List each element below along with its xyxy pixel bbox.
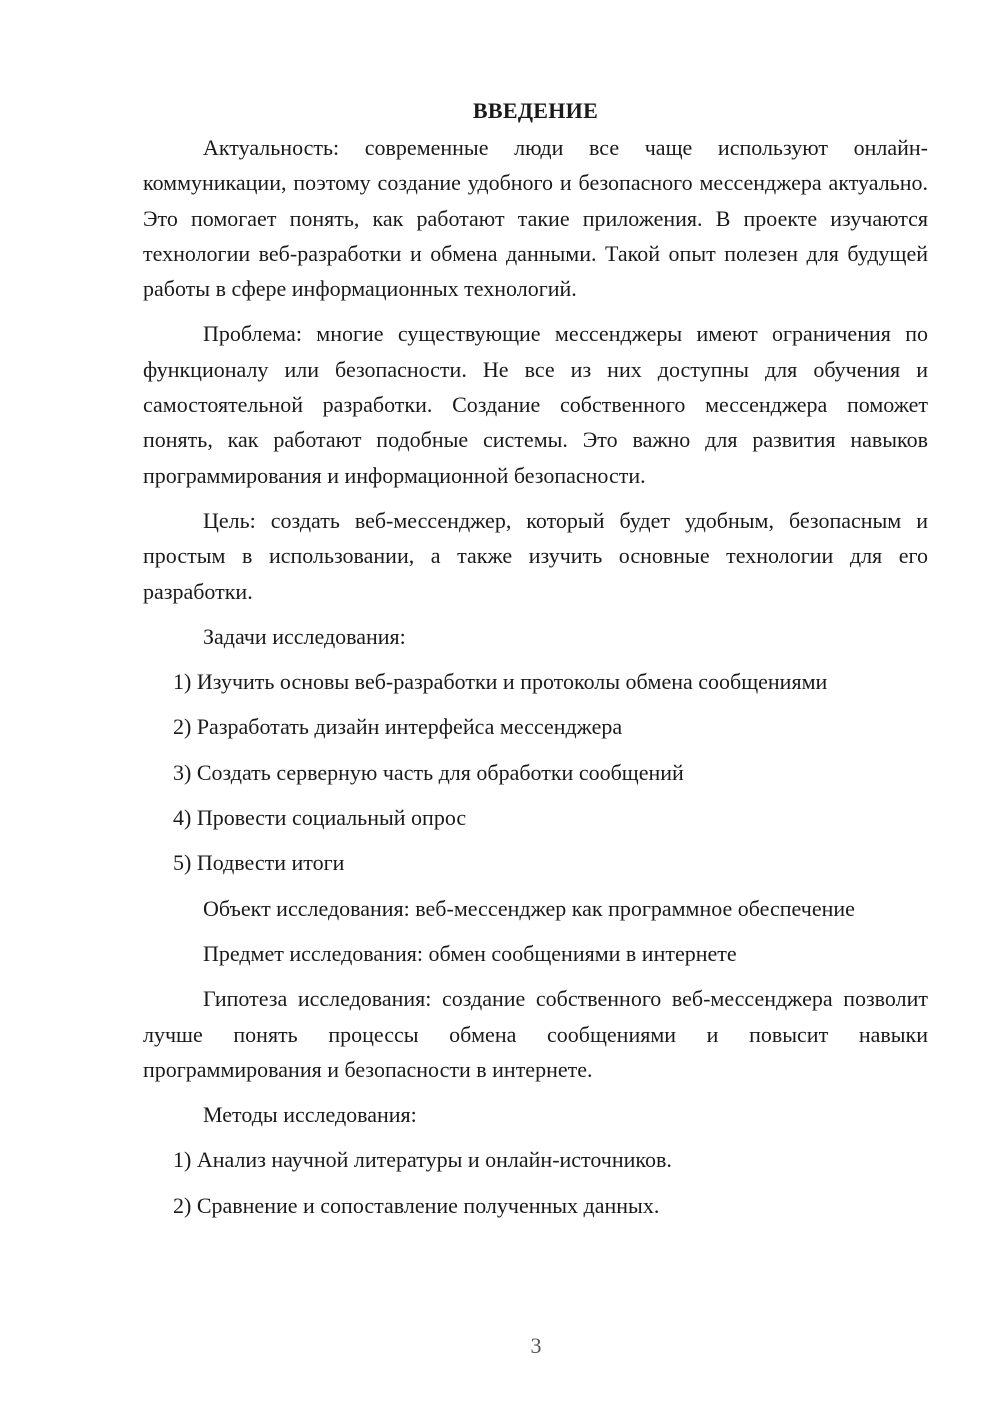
paragraph-relevance: Актуальность: современные люди все чаще используют онлайн-коммуникации, поэтому создание удобного и безопасного мессенджера актуально. Это помогает понять, как работают такие приложения. В проекте изучаются технологии веб-разработки и обмена данными. Такой опыт полезен для будущей работы в сфере информационных технологий. (143, 135, 928, 302)
page-number: 3 (530, 1333, 542, 1358)
task-item-1: 1) Изучить основы веб-разработки и протоколы обмена сообщениями (173, 669, 828, 695)
task-item-5: 5) Подвести итоги (173, 850, 345, 876)
paragraph-hypothesis: Гипотеза исследования: создание собственного веб-мессенджера позволит лучше понять процессы обмена сообщениями и повысит навыки программирования и безопасности в интернете. (143, 986, 928, 1082)
tasks-heading: Задачи исследования: (203, 623, 406, 649)
methods-heading: Методы исследования: (203, 1102, 417, 1128)
method-item-1: 1) Анализ научной литературы и онлайн-источников. (173, 1147, 672, 1173)
document-page (143, 96, 928, 1233)
paragraph-object: Объект исследования: веб-мессенджер как программное обеспечение (203, 895, 855, 921)
method-item-2: 2) Сравнение и сопоставление полученных данных. (173, 1192, 660, 1218)
page-title: ВВЕДЕНИЕ (472, 98, 599, 123)
task-item-2: 2) Разработать дизайн интерфейса мессенджера (173, 714, 623, 740)
paragraph-problem: Проблема: многие существующие мессенджеры имеют ограничения по функционалу или безопасности. Не все из них доступны для обучения и самостоятельной разработки. Создание собственного мессенджера поможет понять, как работают подобные системы. Это важно для развития навыков программирования и информационной безопасности. (143, 321, 928, 488)
task-item-3: 3) Создать серверную часть для обработки сообщений (173, 759, 684, 785)
paragraph-subject: Предмет исследования: обмен сообщениями в интернете (203, 940, 737, 966)
task-item-4: 4) Провести социальный опрос (173, 805, 467, 831)
paragraph-goal: Цель: создать веб-мессенджер, который будет удобным, безопасным и простым в использовании, а также изучить основные технологии для его разработки. (143, 507, 928, 604)
